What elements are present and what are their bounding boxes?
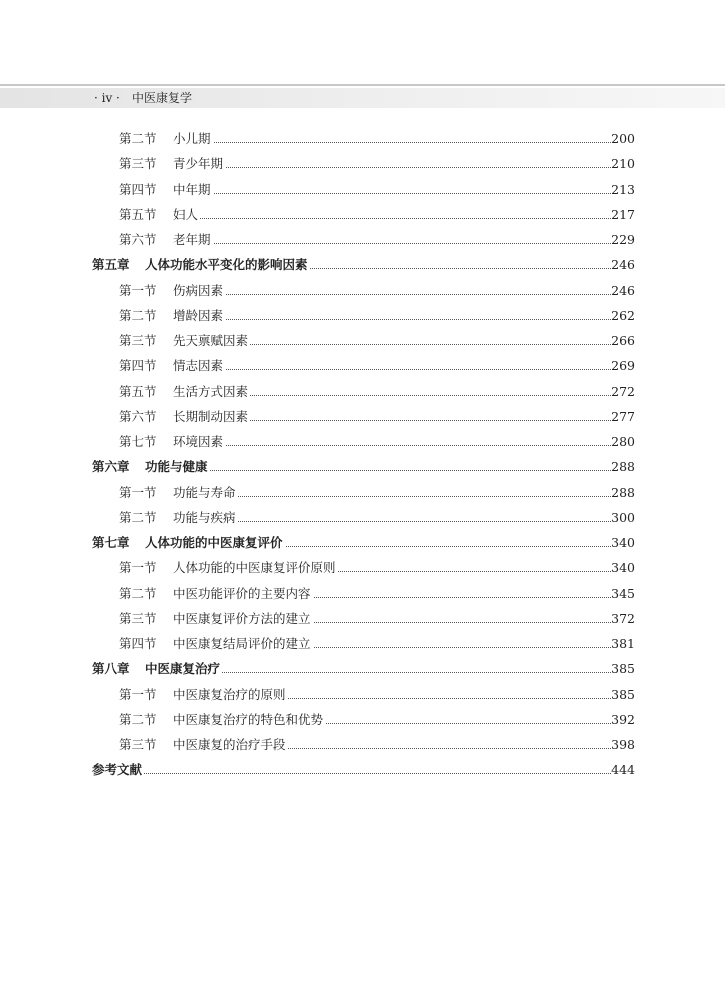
toc-entry-title: 增龄因素 — [173, 306, 225, 326]
toc-entry-title: 老年期 — [173, 230, 213, 250]
dot-leader — [173, 142, 611, 143]
toc-entry-title: 中医康复治疗的原则 — [173, 685, 288, 705]
toc-chapter-entry[interactable] — [0, 255, 635, 275]
toc-entry-number: 第二节 — [119, 307, 157, 323]
toc-entry-title: 妇人 — [173, 205, 200, 225]
toc-entry-title: 中医康复治疗的特色和优势 — [173, 710, 325, 730]
toc-entry-page: 277 — [611, 408, 635, 424]
toc-entry-number: 第四节 — [119, 181, 157, 197]
toc-section-entry[interactable] — [0, 483, 635, 503]
running-header-page-number: · iv · — [94, 91, 120, 105]
toc-entry-title: 人体功能的中医康复评价原则 — [173, 558, 338, 578]
dot-leader — [173, 243, 611, 244]
toc-section-entry[interactable] — [0, 382, 635, 402]
toc-entry-number: 第五节 — [119, 383, 157, 399]
toc-section-entry[interactable] — [0, 154, 635, 174]
toc-entry-number: 第六章 — [92, 459, 130, 475]
toc-entry-page: 340 — [611, 560, 635, 576]
toc-entry-page: 200 — [611, 131, 635, 146]
toc-section-entry[interactable] — [0, 558, 635, 578]
dot-leader — [173, 193, 611, 194]
toc-references-entry[interactable] — [0, 760, 635, 780]
toc-entry-title: 中医康复评价方法的建立 — [173, 609, 313, 629]
toc-entry-title: 生活方式因素 — [173, 382, 250, 402]
toc-entry-number: 第五章 — [92, 257, 130, 273]
toc-section-entry[interactable] — [0, 710, 635, 730]
toc-entry-page: 288 — [611, 484, 635, 500]
toc-section-entry[interactable] — [0, 306, 635, 326]
toc-entry-number: 第三节 — [119, 737, 157, 752]
toc-entry-page: 280 — [611, 434, 635, 449]
toc-entry-page: 288 — [611, 459, 635, 475]
toc-entry-page: 229 — [611, 232, 635, 247]
toc-entry-page: 385 — [611, 686, 635, 702]
toc-entry-number: 第二节 — [119, 711, 157, 727]
toc-entry-number: 第七章 — [92, 535, 130, 550]
toc-entry-number: 第三节 — [119, 610, 157, 626]
toc-section-entry[interactable] — [0, 685, 635, 705]
dot-leader — [173, 167, 611, 168]
toc-entry-page: 262 — [611, 307, 635, 323]
toc-entry-title: 中医功能评价的主要内容 — [173, 584, 313, 604]
toc-entry-title: 伤病因素 — [173, 281, 225, 301]
toc-entry-number: 第八章 — [92, 661, 130, 677]
toc-entry-title: 功能与健康 — [145, 457, 210, 477]
toc-entry-number: 第二节 — [119, 131, 157, 146]
dot-leader — [173, 218, 611, 219]
toc-entry-title: 人体功能的中医康复评价 — [145, 533, 285, 553]
toc-entry-number: 第六节 — [119, 408, 157, 424]
toc-section-entry[interactable] — [0, 180, 635, 200]
toc-chapter-entry[interactable] — [0, 457, 635, 477]
dot-leader — [145, 470, 611, 471]
toc-entry-number: 第二节 — [119, 509, 157, 525]
toc-section-entry[interactable] — [0, 508, 635, 528]
toc-entry-title: 人体功能水平变化的影响因素 — [145, 255, 310, 275]
toc-entry-page: 345 — [611, 585, 635, 601]
toc-entry-title: 功能与寿命 — [173, 483, 238, 503]
dot-leader — [173, 369, 611, 370]
toc-entry-number: 第四节 — [119, 358, 157, 374]
toc-section-entry[interactable] — [0, 230, 635, 250]
toc-section-entry[interactable] — [0, 735, 635, 755]
toc-entry-number: 第六节 — [119, 232, 157, 247]
toc-entry-number: 第三节 — [119, 333, 157, 348]
toc-section-entry[interactable] — [0, 432, 635, 452]
toc-entry-number: 第三节 — [119, 156, 157, 172]
dot-leader — [173, 445, 611, 446]
dot-leader — [173, 521, 611, 522]
toc-entry-page: 385 — [611, 661, 635, 677]
toc-entry-page: 246 — [611, 282, 635, 298]
toc-entry-title: 青少年期 — [173, 154, 225, 174]
toc-entry-title: 参考文献 — [92, 760, 144, 780]
toc-entry-number: 第一节 — [119, 686, 157, 702]
toc-entry-title: 情志因素 — [173, 356, 225, 376]
toc-entry-page: 210 — [611, 156, 635, 172]
toc-entry-title: 中医康复治疗 — [145, 659, 222, 679]
toc-section-entry[interactable] — [0, 205, 635, 225]
toc-entry-page: 217 — [611, 206, 635, 222]
toc-entry-page: 246 — [611, 257, 635, 273]
toc-entry-title: 中医康复结局评价的建立 — [173, 634, 313, 654]
toc-entry-title: 先天禀赋因素 — [173, 331, 250, 351]
toc-section-entry[interactable] — [0, 407, 635, 427]
toc-entry-number: 第二节 — [119, 585, 157, 601]
toc-entry-title: 中医康复的治疗手段 — [173, 735, 288, 755]
toc-entry-title: 功能与疾病 — [173, 508, 238, 528]
toc-entry-page: 213 — [611, 181, 635, 197]
toc-entry-page: 444 — [611, 762, 635, 778]
toc-entry-page: 381 — [611, 636, 635, 651]
toc-entry-page: 340 — [611, 535, 635, 550]
toc-section-entry[interactable] — [0, 584, 635, 604]
toc-entry-title: 小儿期 — [173, 129, 213, 149]
toc-entry-number: 第一节 — [119, 484, 157, 500]
toc-section-entry[interactable] — [0, 356, 635, 376]
toc-entry-number: 第一节 — [119, 282, 157, 298]
toc-section-entry[interactable] — [0, 129, 635, 149]
toc-entry-title: 环境因素 — [173, 432, 225, 452]
toc-entry-number: 第四节 — [119, 636, 157, 651]
dot-leader — [173, 496, 611, 497]
toc-chapter-entry[interactable] — [0, 659, 635, 679]
toc-section-entry[interactable] — [0, 634, 635, 654]
toc-entry-page: 269 — [611, 358, 635, 374]
dot-leader — [92, 773, 611, 774]
toc-section-entry[interactable] — [0, 281, 635, 301]
toc-entry-page: 372 — [611, 610, 635, 626]
toc-entry-title: 中年期 — [173, 180, 213, 200]
toc-entry-number: 第五节 — [119, 206, 157, 222]
toc-section-entry[interactable] — [0, 609, 635, 629]
toc-entry-number: 第七节 — [119, 434, 157, 449]
toc-entry-page: 300 — [611, 509, 635, 525]
toc-section-entry[interactable] — [0, 331, 635, 351]
toc-entry-number: 第一节 — [119, 560, 157, 576]
dot-leader — [173, 294, 611, 295]
toc-entry-page: 272 — [611, 383, 635, 399]
toc-entry-title: 长期制动因素 — [173, 407, 250, 427]
running-header-book-title: 中医康复学 — [132, 91, 193, 105]
toc-entry-page: 398 — [611, 737, 635, 752]
dot-leader — [173, 319, 611, 320]
toc-entry-page: 392 — [611, 711, 635, 727]
toc-chapter-entry[interactable] — [0, 533, 635, 553]
toc-entry-page: 266 — [611, 333, 635, 348]
